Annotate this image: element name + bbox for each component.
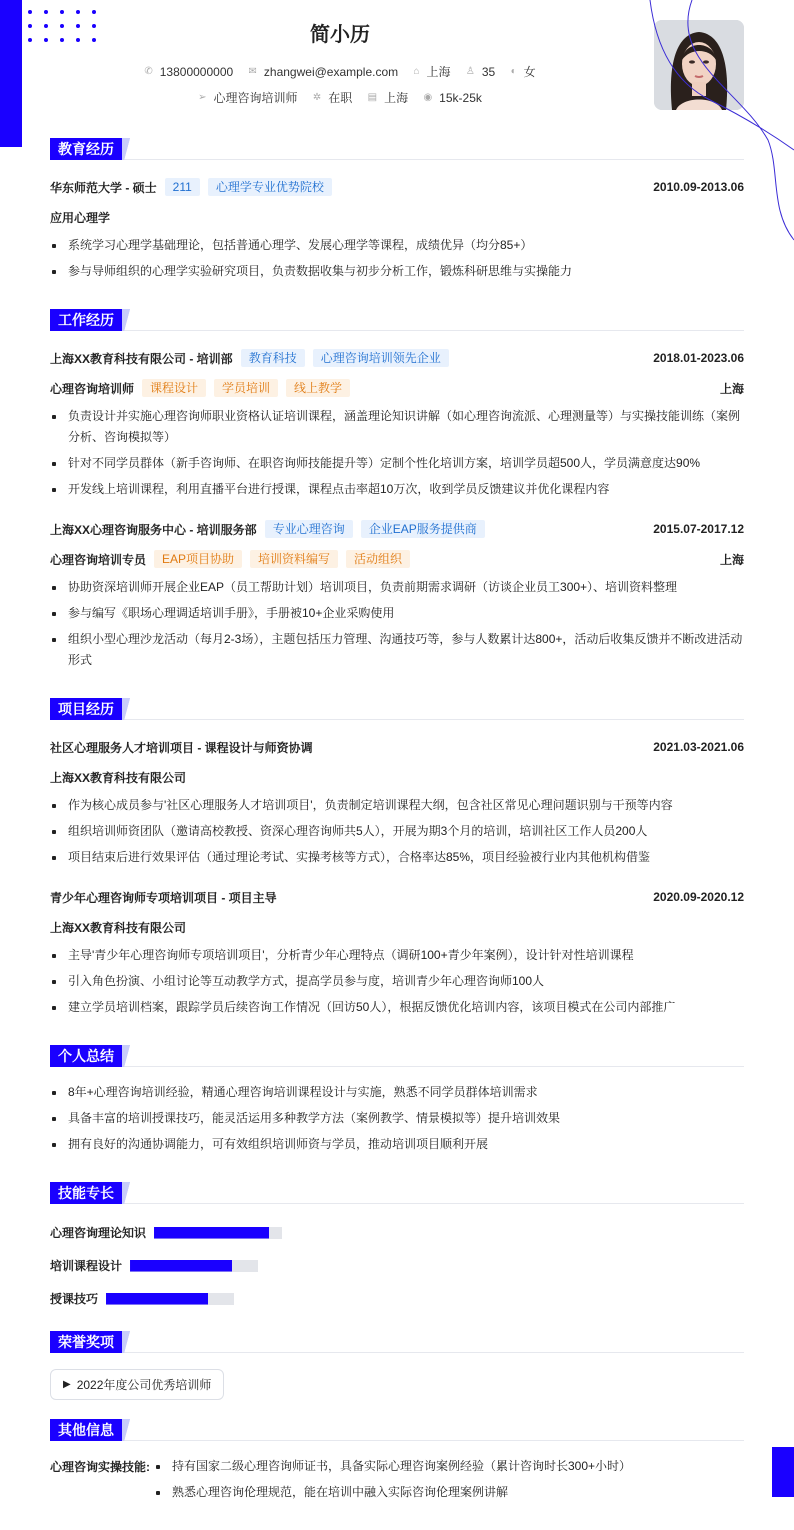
tag: 教育科技 (241, 349, 305, 367)
list-item: 建立学员培训档案，跟踪学员后续咨询工作情况（回访50人），根据反馈优化培训内容，该项目模式在公司内部推广 (50, 994, 744, 1020)
section-title: 项目经历 (50, 698, 122, 720)
summary-section (50, 1045, 744, 1157)
project-org: 上海XX教育科技有限公司 (50, 920, 187, 935)
section-title: 个人总结 (50, 1045, 122, 1067)
list-item: 具备丰富的培训授课技巧，能灵活运用多种教学方法（案例教学、情景模拟等）提升培训效果 (50, 1105, 744, 1131)
section-title: 技能专长 (50, 1182, 122, 1204)
skill-bar-fill (154, 1227, 269, 1239)
skill-item (50, 1282, 403, 1315)
job-status: 在职 (328, 91, 353, 105)
email: zhangwei@example.com (263, 64, 399, 79)
skills-section (50, 1182, 744, 1315)
role: 心理咨询培训专员 (50, 552, 147, 567)
tag: 学员培训 (214, 379, 278, 397)
list-item: 作为核心成员参与'社区心理服务人才培训项目'，负责制定培训课程大纲，包含社区常见心理问题识别与干预等内容 (50, 792, 744, 818)
salary: 15k-25k (439, 90, 482, 105)
tag: EAP项目协助 (154, 550, 242, 568)
decor-bottom-bar (772, 1447, 794, 1497)
list-item: 组织小型心理沙龙活动（每月2-3场），主题包括压力管理、沟通技巧等，参与人数累计达800+，活动后收集反馈并不断改进活动形式 (50, 626, 744, 673)
location: 上海 (719, 381, 744, 396)
section-title: 其他信息 (50, 1419, 122, 1441)
email-icon: ✉ (248, 66, 257, 77)
triangle-right-icon: ▶ (63, 1379, 71, 1390)
city: 上海 (426, 65, 451, 79)
tag: 培训资料编写 (250, 550, 338, 568)
date: 2015.07-2017.12 (653, 522, 744, 536)
phone: 13800000000 (159, 64, 234, 79)
tag: 企业EAP服务提供商 (361, 520, 485, 538)
section-title: 工作经历 (50, 309, 122, 331)
skill-bar (130, 1260, 258, 1272)
date: 2010.09-2013.06 (653, 180, 744, 194)
list-item: 拥有良好的沟通协调能力，可有效组织培训师资与学员，推动培训项目顺利开展 (50, 1131, 744, 1157)
other-section (50, 1419, 744, 1505)
major: 应用心理学 (50, 210, 111, 225)
role: 心理咨询培训师 (50, 381, 135, 396)
job-target: 心理咨询培训师 (213, 91, 298, 105)
education-entry (50, 172, 744, 284)
project-name: 社区心理服务人才培训项目 - 课程设计与师资协调 (50, 740, 313, 755)
section-title: 教育经历 (50, 138, 122, 160)
list-item: 8年+心理咨询培训经验，精通心理咨询培训课程设计与实施，熟悉不同学员群体培训需求 (50, 1079, 744, 1105)
list-item: 开发线上培训课程，利用直播平台进行授课，课程点击率超10万次，收到学员反馈建议并优化课程内容 (50, 476, 744, 502)
tag: 心理学专业优势院校 (208, 178, 332, 196)
list-item: 组织培训师资团队（邀请高校教授、资深心理咨询师共5人），开展为期3个月的培训，培训社区工作人员200人 (50, 818, 744, 844)
skill-item (50, 1249, 403, 1282)
project-entry (50, 882, 744, 1020)
list-item: 熟悉心理咨询伦理规范，能在培训中融入实际咨询伦理案例讲解 (154, 1479, 631, 1505)
send-icon: ➢ (198, 92, 207, 103)
list-item: 负责设计并实施心理咨询师职业资格认证培训课程，涵盖理论知识讲解（如心理咨询流派、心理测量等）与实操技能训练（案例分析、咨询模拟等） (50, 403, 744, 450)
award-item (50, 1369, 224, 1400)
projects-section (50, 698, 744, 1020)
list-item: 针对不同学员群体（新手咨询师、在职咨询师技能提升等）定制个性化培训方案，培训学员超500人，学员满意度达90% (50, 450, 744, 476)
skill-name: 心理咨询理论知识 (50, 1226, 147, 1240)
age-icon: ♙ (465, 66, 475, 77)
home-icon: ⌂ (413, 66, 420, 77)
skill-item (50, 1216, 403, 1249)
skill-name: 培训课程设计 (50, 1259, 123, 1273)
list-item: 协助资深培训师开展企业EAP（员工帮助计划）培训项目，负责前期需求调研（访谈企业员工300+）、培训资料整理 (50, 574, 744, 600)
list-item: 参与导师组织的心理学实验研究项目，负责数据收集与初步分析工作，锻炼科研思维与实操能力 (50, 258, 744, 284)
work-entry (50, 514, 744, 673)
work-entry (50, 343, 744, 502)
list-item: 参与编写《职场心理调适培训手册》，手册被10+企业采购使用 (50, 600, 744, 626)
list-item: 系统学习心理学基础理论，包括普通心理学、发展心理学等课程，成绩优异（均分85+） (50, 232, 744, 258)
project-name: 青少年心理咨询师专项培训项目 - 项目主导 (50, 890, 277, 905)
list-item: 项目结束后进行效果评估（通过理论考试、实操考核等方式），合格率达85%，项目经验被行业内其他机构借鉴 (50, 844, 744, 870)
building-icon: ▤ (367, 92, 378, 103)
tag: 活动组织 (346, 550, 410, 568)
skill-bar-fill (130, 1260, 232, 1272)
date: 2020.09-2020.12 (653, 890, 744, 904)
phone-icon: ✆ (144, 66, 153, 77)
list-item: 持有国家二级心理咨询师证书，具备实际心理咨询案例经验（累计咨询时长300+小时） (154, 1453, 631, 1479)
tag: 心理咨询培训领先企业 (313, 349, 449, 367)
location: 上海 (719, 552, 744, 567)
skill-name: 授课技巧 (50, 1292, 99, 1306)
tag: 专业心理咨询 (265, 520, 353, 538)
other-label: 心理咨询实操技能: (50, 1460, 150, 1474)
company: 上海XX教育科技有限公司 - 培训部 (50, 351, 233, 366)
tag: 课程设计 (142, 379, 206, 397)
company: 上海XX心理咨询服务中心 - 培训服务部 (50, 522, 257, 537)
age: 35 (481, 64, 496, 79)
contact-row (0, 63, 680, 80)
section-title: 荣誉奖项 (50, 1331, 122, 1353)
intent-row (0, 89, 680, 106)
gender-icon: ◐ (510, 66, 517, 77)
skill-bar (106, 1293, 234, 1305)
target-city: 上海 (384, 91, 409, 105)
school: 华东师范大学 - 硕士 (50, 180, 157, 195)
status-icon: ✲ (312, 92, 322, 103)
project-entry (50, 732, 744, 870)
honors-section (50, 1331, 744, 1400)
tag: 211 (165, 178, 200, 196)
project-org: 上海XX教育科技有限公司 (50, 770, 187, 785)
gender: 女 (523, 65, 536, 79)
date: 2018.01-2023.06 (653, 351, 744, 365)
education-section (50, 138, 744, 284)
list-item: 引入角色扮演、小组讨论等互动教学方式，提高学员参与度，培训青少年心理咨询师100人 (50, 968, 744, 994)
award-name: 2022年度公司优秀培训师 (76, 1378, 212, 1392)
date: 2021.03-2021.06 (653, 740, 744, 754)
skill-bar-fill (106, 1293, 208, 1305)
resume-body (50, 138, 744, 1530)
salary-icon: ◉ (423, 92, 433, 103)
work-section (50, 309, 744, 673)
tag: 线上教学 (286, 379, 350, 397)
resume-name: 简小历 (310, 24, 370, 46)
skill-bar (154, 1227, 282, 1239)
list-item: 主导'青少年心理咨询师专项培训项目'，分析青少年心理特点（调研100+青少年案例），设计针对性培训课程 (50, 942, 744, 968)
